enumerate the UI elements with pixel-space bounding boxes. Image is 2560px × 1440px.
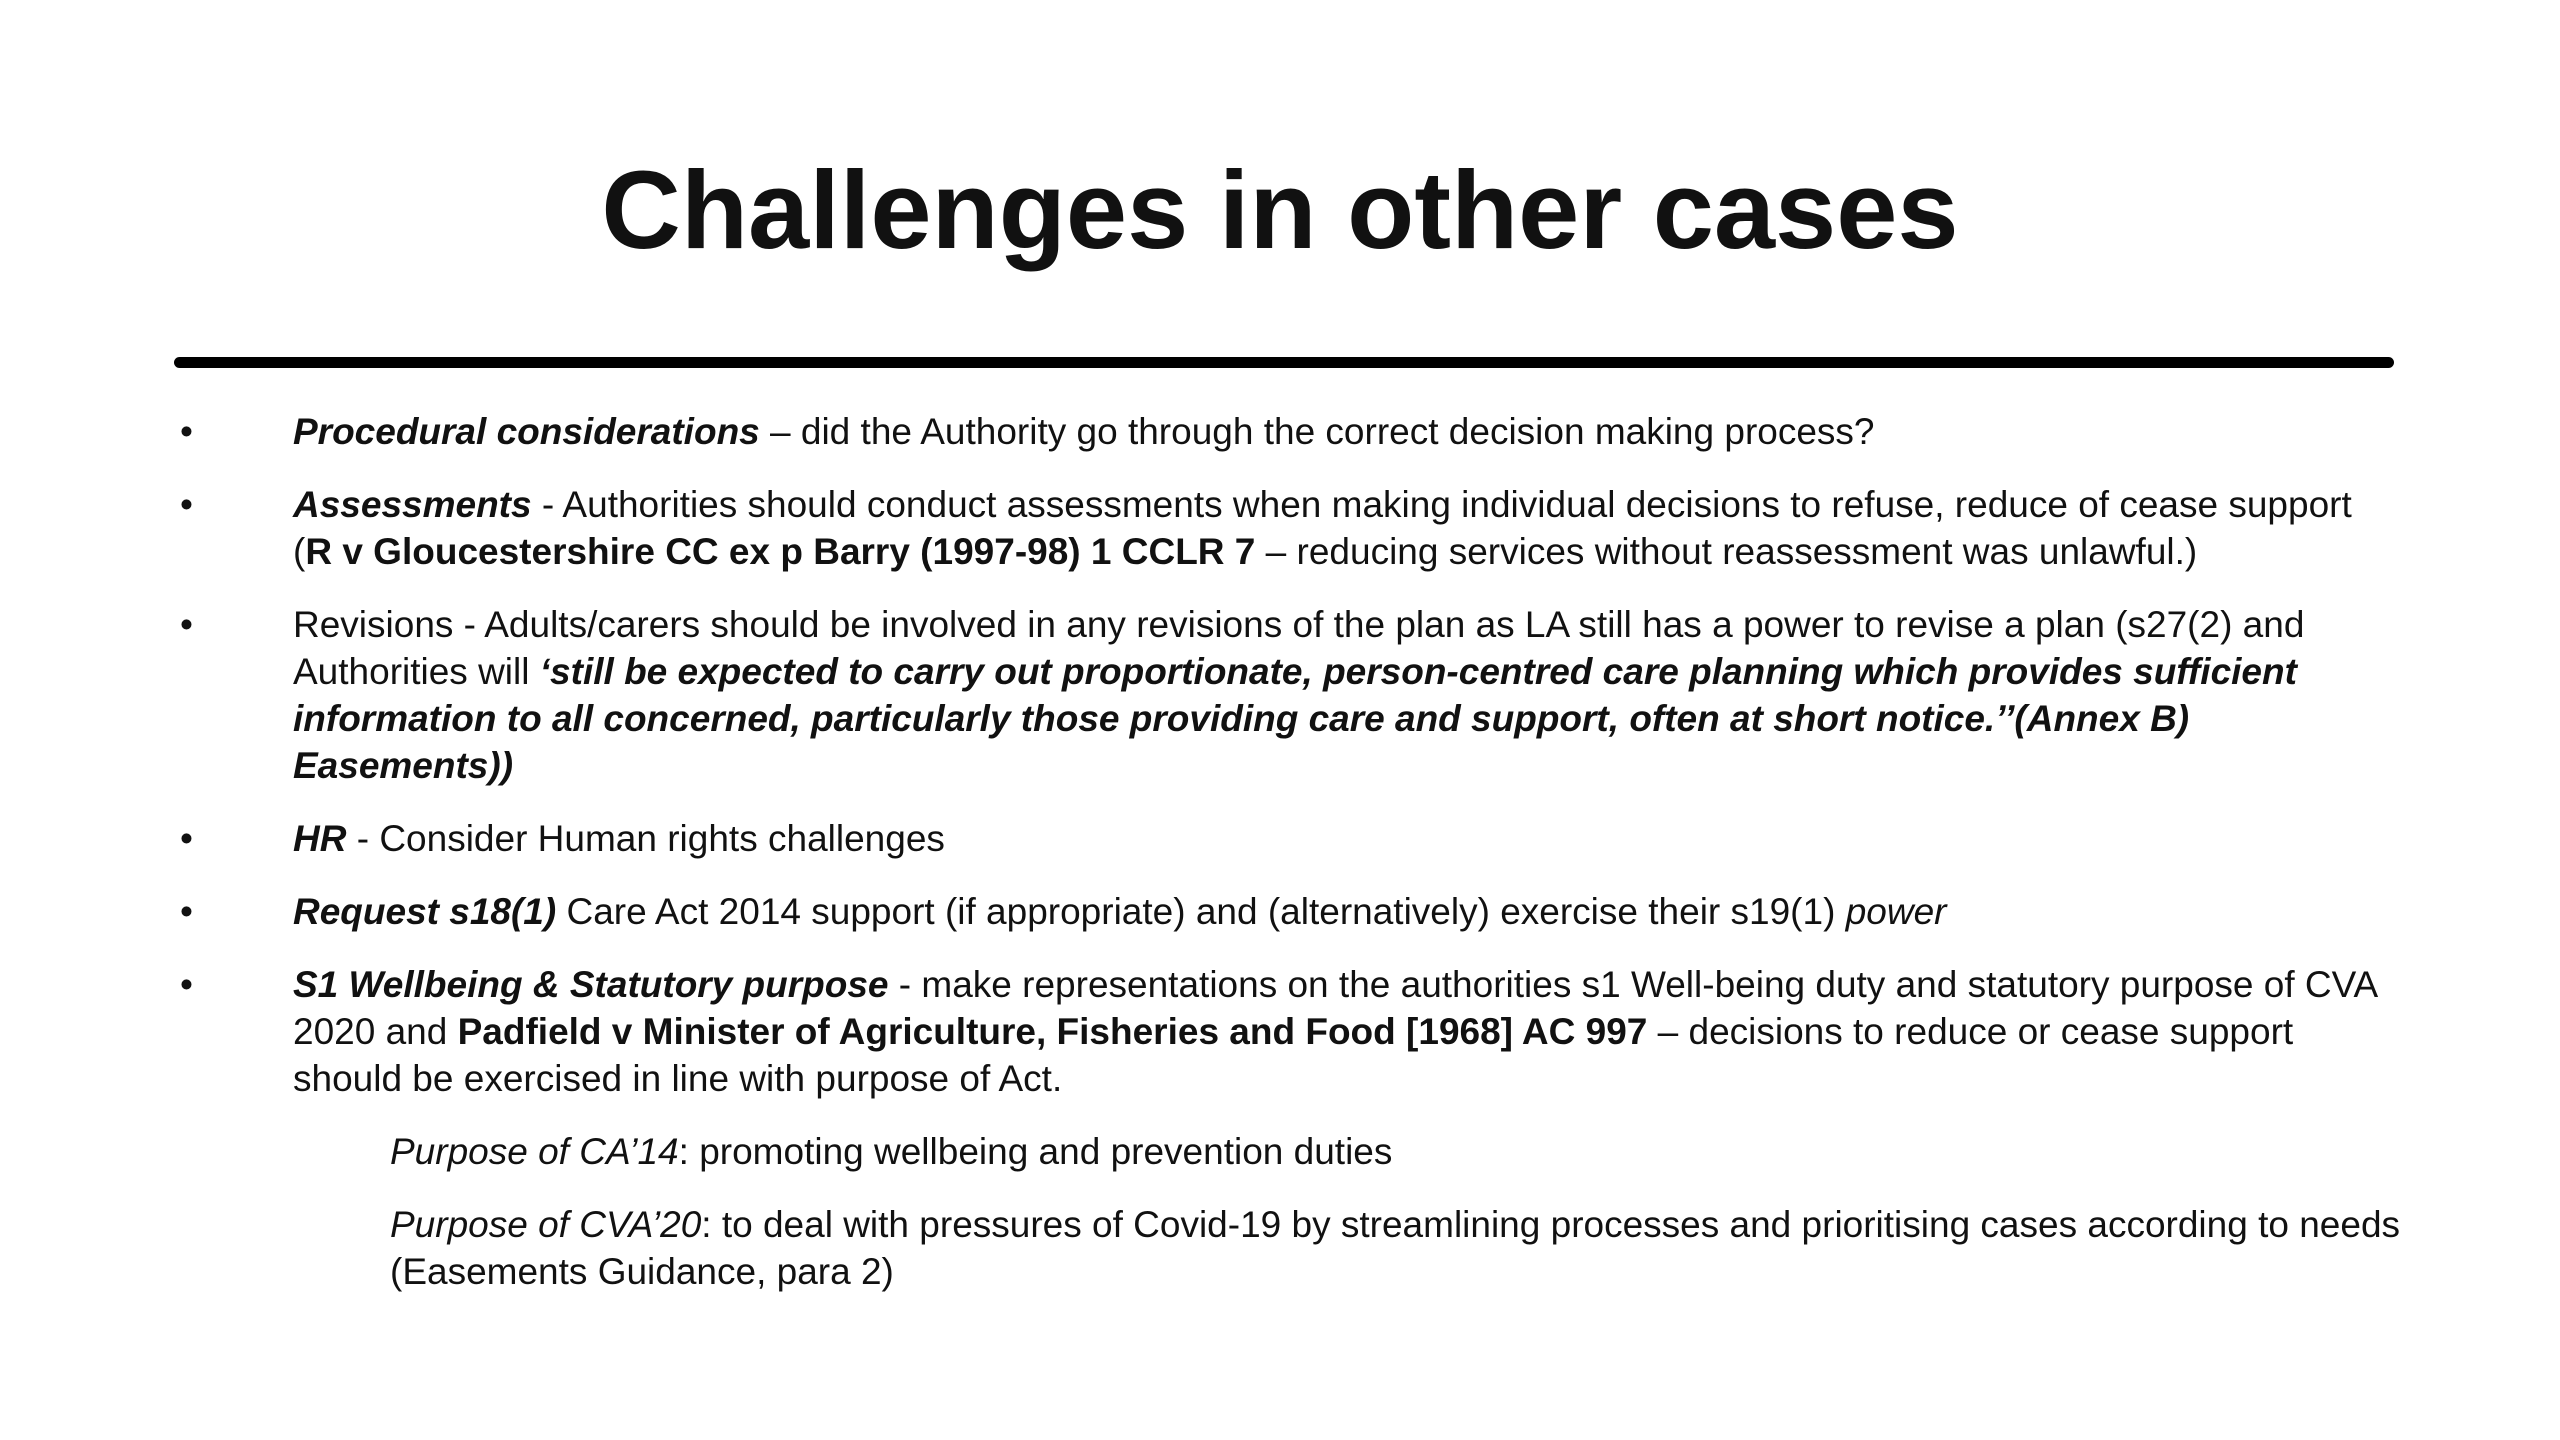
bullet-s1-wellbeing xyxy=(180,961,2400,1102)
bullet-text: - make representations on the authorities s1 Well-being duty and statutory purpose of CVA 2020 and xyxy=(293,964,2377,1052)
bullet-glyph: • xyxy=(180,604,193,645)
slide-title: Challenges in other cases xyxy=(601,149,1959,272)
sub-text: : promoting wellbeing and prevention duties xyxy=(678,1131,1393,1172)
bullet-lead: Assessments xyxy=(293,484,532,525)
bullet-text: – did the Authority go through the correct decision making process? xyxy=(759,411,1875,452)
bullet-lead: Request s18(1) xyxy=(293,891,557,932)
bullet-revisions xyxy=(180,601,2400,789)
slide-body xyxy=(180,408,2400,1321)
bullet-list xyxy=(180,408,2400,1102)
bullet-procedural xyxy=(180,408,2400,455)
sub-label: Purpose of CA’14 xyxy=(390,1131,679,1172)
bullet-glyph: • xyxy=(180,964,193,1005)
bullet-glyph: • xyxy=(180,411,193,452)
sub-label: Purpose of CVA’20 xyxy=(390,1204,702,1245)
bullet-glyph: • xyxy=(180,484,193,525)
bullet-request-s18 xyxy=(180,888,2400,935)
bullet-lead: S1 Wellbeing & Statutory purpose xyxy=(293,964,889,1005)
guidance-quote: ‘still be expected to carry out proportionate, person-centred care planning which provides sufficient information to all concerned, particularly those providing care and support, often at short notice.’’(Annex B) Easements)) xyxy=(293,651,2297,786)
sub-text: : to deal with pressures of Covid-19 by streamlining processes and prioritising cases according to needs (Easements Guidance, para 2) xyxy=(390,1204,2401,1292)
bullet-lead: HR xyxy=(293,818,347,859)
bullet-assessments xyxy=(180,481,2400,575)
bullet-text: - Consider Human rights challenges xyxy=(346,818,945,859)
case-citation: Padfield v Minister of Agriculture, Fisheries and Food [1968] AC 997 xyxy=(457,1011,1648,1052)
bullet-glyph: • xyxy=(180,818,193,859)
bullet-emphasis: power xyxy=(1845,891,1947,932)
purpose-cva20 xyxy=(180,1201,2530,1295)
bullet-human-rights xyxy=(180,815,2400,862)
bullet-text: Care Act 2014 support (if appropriate) and (alternatively) exercise their s19(1) xyxy=(556,891,1846,932)
case-citation: R v Gloucestershire CC ex p Barry (1997-98) 1 CCLR 7 xyxy=(305,531,1256,572)
bullet-text: – reducing services without reassessment was unlawful.) xyxy=(1255,531,2198,572)
title-divider xyxy=(174,357,2394,368)
purpose-ca14 xyxy=(180,1128,2530,1175)
bullet-lead: Procedural considerations xyxy=(293,411,760,452)
bullet-text: Revisions - Adults/carers should be involved in any revisions of the plan as LA still has a power to revise a plan (s27(2) and Authorities will xyxy=(293,604,2305,692)
bullet-text: - Authorities should conduct assessments when making individual decisions to refuse, reduce of cease support ( xyxy=(293,484,2352,572)
bullet-glyph: • xyxy=(180,891,193,932)
bullet-text: – decisions to reduce or cease support should be exercised in line with purpose of Act. xyxy=(293,1011,2294,1099)
